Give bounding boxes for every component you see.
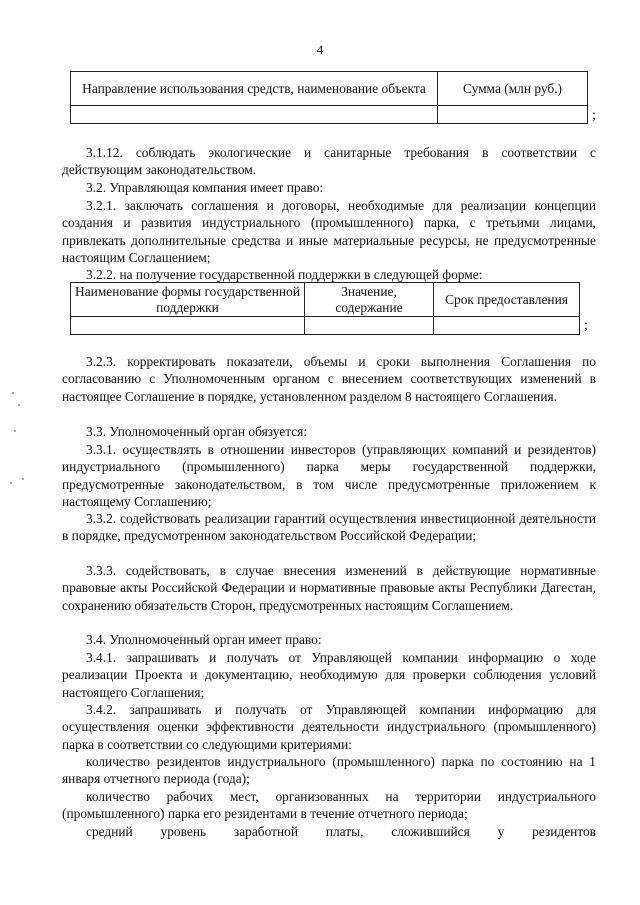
paragraph: 3.4.1. запрашивать и получать от Управляющей компании информацию о ходе реализации Проекта и документацию, необходимую для проверки соблюдения условий настоящего Соглашения; xyxy=(62,650,596,700)
paragraph: количество рабочих мест, организованных на территории индустриального (промышленного) парка его резидентами в течение отчетного периода; xyxy=(62,789,596,822)
table-cell xyxy=(434,317,580,335)
header-cell: Направление использования средств, наименование объекта xyxy=(71,72,438,106)
state-support-table xyxy=(70,282,580,335)
scan-speck xyxy=(18,404,20,406)
header-cell: Значение, содержание xyxy=(305,283,434,317)
table-cell xyxy=(438,106,588,124)
table-row xyxy=(71,317,580,335)
table-cell xyxy=(305,317,434,335)
paragraph: 3.4. Уполномоченный орган имеет право: xyxy=(86,632,322,647)
paragraph: средний уровень заработной платы, сложившийся у резидентов xyxy=(86,824,596,839)
header-cell: Сумма (млн руб.) xyxy=(438,72,588,106)
table-trailing-semicolon: ; xyxy=(592,108,596,123)
table-trailing-semicolon: ; xyxy=(584,318,588,333)
paragraph: 3.4.2. запрашивать и получать от Управляющей компании информацию для осуществления оценки эффективности деятельности индустриального (промышленного) парка в соответствии со следующими критериями: xyxy=(62,702,596,752)
table-cell xyxy=(71,317,305,335)
scan-speck xyxy=(22,478,24,480)
table-header-row xyxy=(71,72,588,106)
paragraph: 3.3.1. осуществлять в отношении инвесторов (управляющих компаний и резидентов) индустриального (промышленного) парка меры государственной поддержки, предусмотренные законодательством, в том числе предусмотренные приложением к настоящему Соглашению; xyxy=(62,442,596,510)
scan-speck xyxy=(12,392,14,394)
scan-speck xyxy=(14,430,16,432)
table-row xyxy=(71,106,588,124)
header-cell: Наименование формы государственной поддержки xyxy=(71,283,305,317)
paragraph: 3.2. Управляющая компания имеет право: xyxy=(86,180,324,195)
scan-speck xyxy=(10,482,12,484)
page-number: 4 xyxy=(316,42,324,57)
paragraph: 3.1.12. соблюдать экологические и санитарные требования в соответствии с действующим законодательством. xyxy=(62,145,596,178)
table-cell xyxy=(71,106,438,124)
paragraph: 3.2.2. на получение государственной поддержки в следующей форме: xyxy=(86,267,483,282)
paragraph: 3.2.3. корректировать показатели, объемы и сроки выполнения Соглашения по согласованию с Уполномоченным органом с внесением соответствующих изменений в настоящее Соглашение в порядке, установленном разделом 8 настоящего Соглашения. xyxy=(62,354,596,404)
paragraph: 3.3.3. содействовать, в случае внесения изменений в действующие нормативные правовые акты Российской Федерации и нормативные правовые акты Республики Дагестан, сохранению обязательств Сторон, предусмотренных настоящим Соглашением. xyxy=(62,563,596,613)
paragraph: 3.3. Уполномоченный орган обязуется: xyxy=(86,424,308,439)
paragraph: 3.2.1. заключать соглашения и договоры, необходимые для реализации концепции создания и развития индустриального (промышленного) парка, с третьими лицами, привлекать дополнительные средства и иные материальные ресурсы, не предусмотренные настоящим Соглашением; xyxy=(62,198,596,266)
funds-usage-table xyxy=(70,71,588,124)
paragraph: 3.3.2. содействовать реализации гарантий осуществления инвестиционной деятельности в порядке, предусмотренном законодательством Российской Федерации; xyxy=(62,511,596,544)
paragraph: количество резидентов индустриального (промышленного) парка по состоянию на 1 января отчетного периода (года); xyxy=(62,754,596,787)
header-cell: Срок предоставления xyxy=(434,283,580,317)
table-header-row xyxy=(71,283,580,317)
